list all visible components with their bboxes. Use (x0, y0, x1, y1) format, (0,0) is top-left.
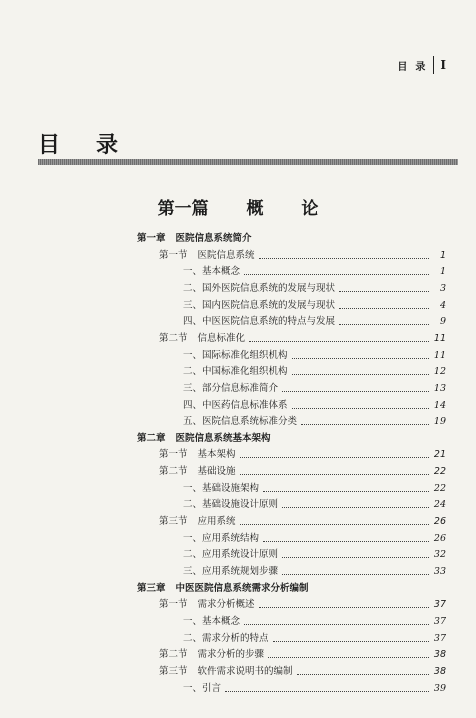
toc-title: 医院信息系统基本架构 (175, 432, 271, 444)
toc-item[interactable] (183, 412, 446, 428)
toc-title: 一、应用系统结构 (183, 532, 260, 544)
title-rule (38, 159, 458, 165)
toc-page-number: 19 (433, 416, 446, 428)
toc-item[interactable] (183, 612, 446, 628)
toc-number: 第一节 (159, 249, 188, 261)
toc-page-number: 1 (439, 266, 446, 278)
toc-dot-leader (259, 599, 429, 608)
toc-dot-leader (249, 333, 429, 342)
toc-section[interactable] (159, 512, 446, 528)
toc-title: 一、国际标准化组织机构 (183, 349, 288, 361)
part-title-word-a: 概 (246, 199, 264, 219)
toc-title: 二、基础设施设计原则 (183, 499, 279, 511)
toc-title: 五、医院信息系统标准分类 (183, 416, 298, 428)
toc-title: 一、基础设施架构 (183, 482, 260, 494)
toc-title: 中医医院信息系统需求分析编制 (175, 582, 309, 594)
toc-page-number: 37 (433, 632, 446, 644)
toc-page-number: 37 (433, 615, 446, 627)
toc-page-number: 13 (433, 382, 446, 394)
toc-item[interactable] (183, 562, 446, 578)
toc-dot-leader (282, 383, 429, 392)
toc-page-number: 1 (439, 249, 446, 261)
toc-dot-leader (297, 666, 429, 675)
toc-dot-leader (301, 416, 429, 425)
toc-item[interactable] (183, 346, 446, 362)
toc-section[interactable] (159, 329, 446, 345)
toc-page-number: 12 (433, 366, 446, 378)
toc-title: 二、需求分析的特点 (183, 632, 269, 644)
toc-item[interactable] (183, 629, 446, 645)
toc-dot-leader (244, 266, 429, 275)
toc-item[interactable] (183, 679, 446, 695)
toc-page-number: 26 (433, 532, 446, 544)
running-head-title-a: 目 (397, 61, 408, 73)
toc-number: 第二节 (159, 466, 188, 478)
toc-chapter[interactable] (137, 579, 446, 595)
toc-dot-leader (339, 300, 429, 309)
toc-title: 基础设施 (197, 466, 236, 478)
toc-section[interactable] (159, 595, 446, 611)
toc-title: 需求分析的步骤 (197, 649, 265, 661)
running-head-page-number: I (440, 58, 446, 72)
toc-dot-leader (292, 366, 429, 375)
toc-title: 三、国内医院信息系统的发展与现状 (183, 299, 336, 311)
page-title: 目录 (38, 133, 155, 158)
toc-page-number: 3 (439, 282, 446, 294)
toc-dot-leader (225, 683, 429, 692)
toc-title: 软件需求说明书的编制 (197, 665, 293, 677)
toc-page-number: 38 (433, 649, 446, 661)
toc-title: 一、基本概念 (183, 266, 241, 278)
toc-dot-leader (282, 549, 429, 558)
toc-number: 第一节 (159, 449, 188, 461)
toc-dot-leader (273, 633, 429, 642)
toc-section[interactable] (159, 662, 446, 678)
toc-number: 第三章 (137, 582, 166, 594)
toc-title: 需求分析概述 (197, 599, 255, 611)
toc-item[interactable] (183, 396, 446, 412)
toc-page-number: 11 (433, 349, 446, 361)
toc-title: 四、中医药信息标准体系 (183, 399, 288, 411)
toc-dot-leader (240, 516, 429, 525)
toc-dot-leader (263, 533, 429, 542)
toc-number: 第二节 (159, 332, 188, 344)
toc-title: 医院信息系统简介 (175, 233, 252, 244)
toc-section[interactable] (159, 462, 446, 478)
toc-number: 第三节 (159, 516, 188, 528)
part-title-number: 第一篇 (157, 199, 209, 219)
running-head-divider (433, 56, 434, 74)
toc-page-number: 14 (433, 399, 446, 411)
toc-dot-leader (292, 400, 429, 409)
toc-number: 第一章 (137, 233, 166, 244)
toc-chapter[interactable] (137, 229, 446, 245)
toc-section[interactable] (159, 645, 446, 661)
toc-dot-leader (240, 449, 429, 458)
toc-page-number: 39 (433, 682, 446, 694)
toc-page-number: 32 (433, 549, 446, 561)
toc-title: 应用系统 (197, 516, 236, 528)
toc-title: 信息标准化 (197, 332, 246, 344)
toc-section[interactable] (159, 246, 446, 262)
toc-title: 一、引言 (183, 682, 222, 694)
toc-dot-leader (244, 616, 429, 625)
part-title (0, 194, 476, 219)
toc-title: 二、应用系统设计原则 (183, 549, 279, 561)
toc-item[interactable] (183, 262, 446, 278)
toc-page-number: 26 (433, 516, 446, 528)
toc-dot-leader (282, 499, 429, 508)
toc-dot-leader (259, 250, 429, 259)
running-head (397, 56, 446, 74)
toc-dot-leader (268, 649, 429, 658)
toc-title: 基本架构 (197, 449, 236, 461)
toc-item[interactable] (183, 296, 446, 312)
toc-page-number: 33 (433, 566, 446, 577)
toc-page-number: 37 (433, 599, 446, 611)
toc-item[interactable] (183, 495, 446, 511)
toc-dot-leader (240, 466, 429, 475)
toc-number: 第二章 (137, 432, 166, 444)
toc-page-number: 22 (433, 466, 446, 478)
toc-page-number: 4 (439, 299, 446, 311)
toc-title: 医院信息系统 (197, 249, 255, 261)
toc-title: 三、应用系统规划步骤 (183, 566, 279, 577)
toc-page-number: 9 (439, 316, 446, 328)
toc-item[interactable] (183, 529, 446, 545)
toc-item[interactable] (183, 545, 446, 561)
toc-dot-leader (292, 350, 429, 359)
toc-title: 二、国外医院信息系统的发展与现状 (183, 282, 336, 294)
toc-page-number: 24 (433, 499, 446, 511)
toc-item[interactable] (183, 479, 446, 495)
toc-number: 第三节 (159, 665, 188, 677)
toc-dot-leader (339, 283, 429, 292)
toc-item[interactable] (183, 362, 446, 378)
toc-dot-leader (263, 483, 429, 492)
toc-title: 三、部分信息标准简介 (183, 382, 279, 394)
toc-title: 二、中国标准化组织机构 (183, 366, 288, 378)
toc-section[interactable] (159, 445, 446, 461)
toc-page-number: 22 (433, 482, 446, 494)
toc-page-number: 11 (433, 332, 446, 344)
toc-item[interactable] (183, 379, 446, 395)
running-head-title-b: 录 (415, 61, 426, 73)
toc-dot-leader (282, 566, 429, 575)
toc-number: 第二节 (159, 649, 188, 661)
toc-title: 四、中医医院信息系统的特点与发展 (183, 316, 336, 328)
toc-page-number: 21 (433, 449, 446, 461)
toc-chapter[interactable] (137, 429, 446, 445)
toc-item[interactable] (183, 279, 446, 295)
part-title-word-b: 论 (301, 199, 319, 219)
toc-dot-leader (339, 316, 429, 325)
toc-number: 第一节 (159, 599, 188, 611)
toc-page-number: 38 (433, 665, 446, 677)
toc-title: 一、基本概念 (183, 615, 241, 627)
toc-item[interactable] (183, 312, 446, 328)
